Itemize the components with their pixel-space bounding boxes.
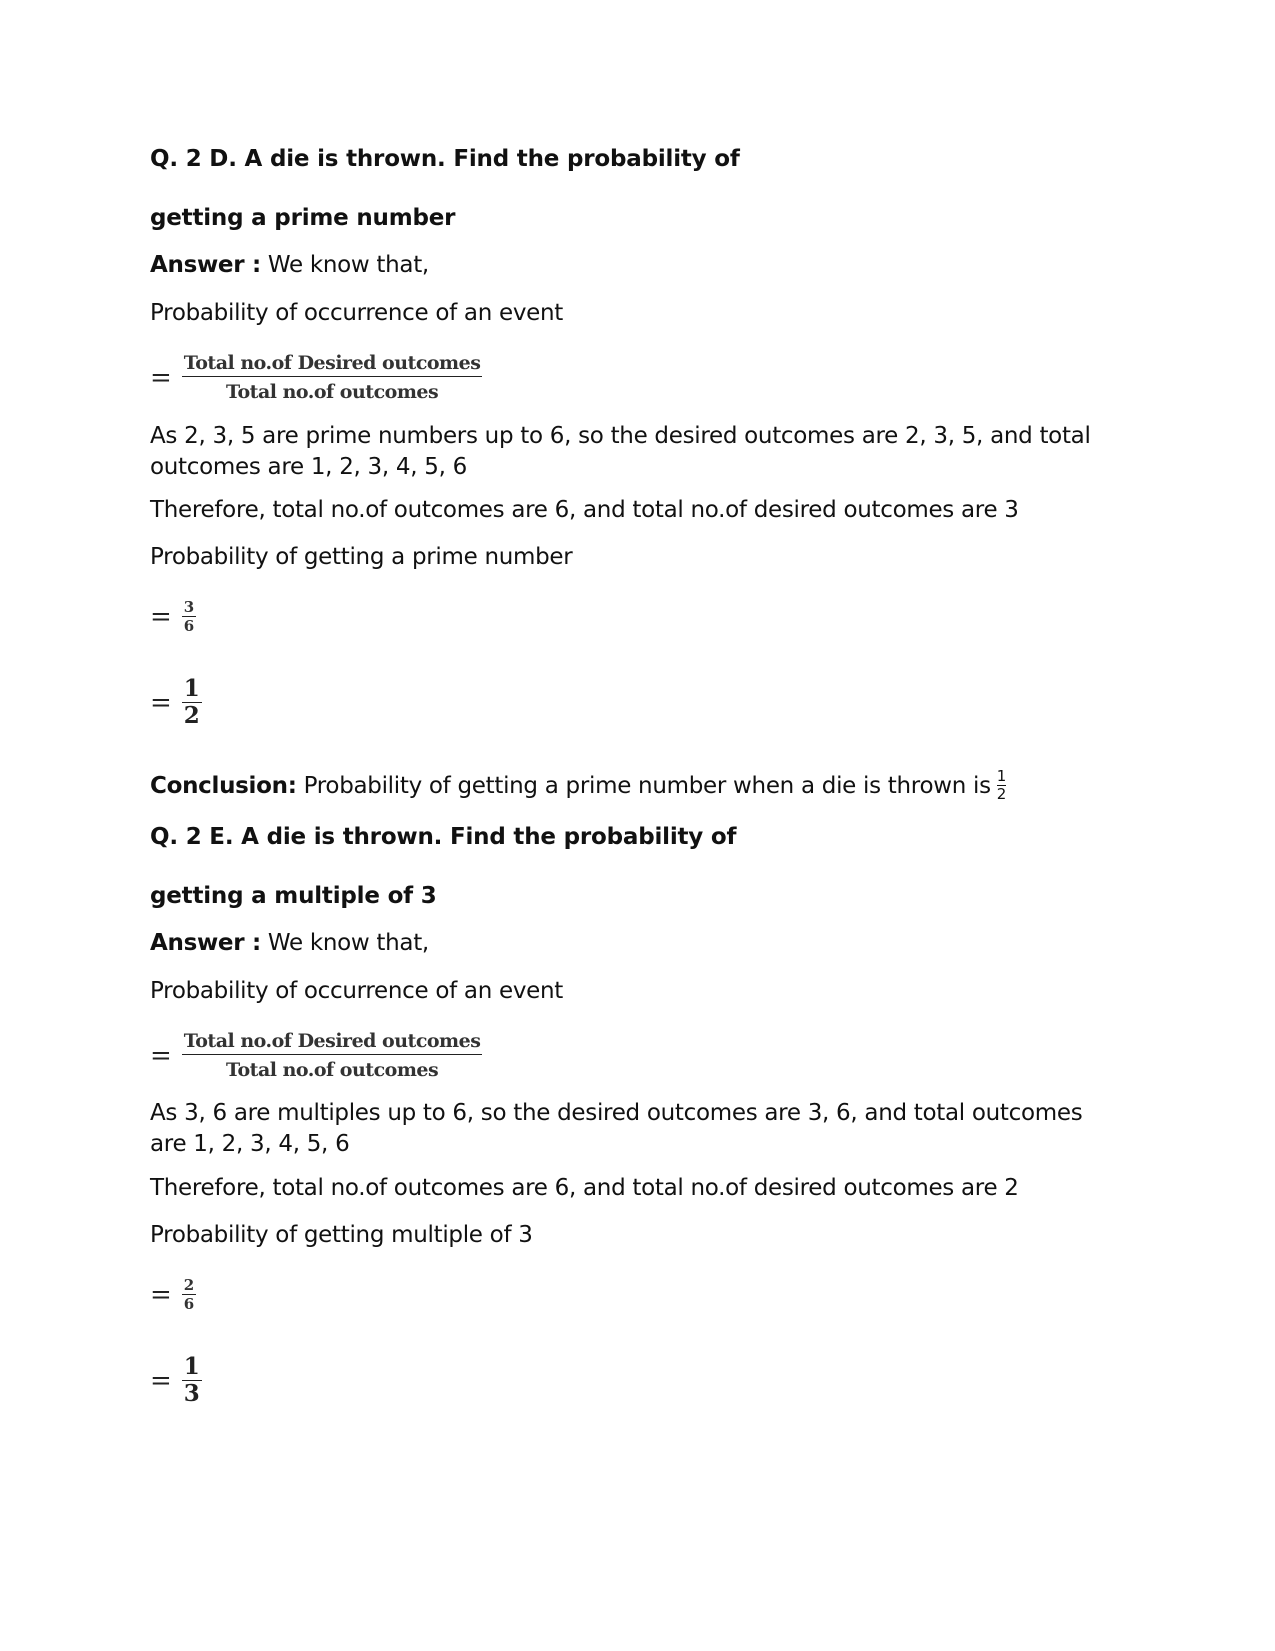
q2d-explain: As 2, 3, 5 are prime numbers up to 6, so the desired outcomes are 2, 3, 5, and total outcomes are 1, 2, 3, 4, 5, 6 — [150, 423, 1091, 480]
equals-sign: = — [150, 1279, 172, 1310]
q2d-step2 — [150, 676, 202, 729]
fraction-numerator: 1 — [183, 675, 200, 702]
q2e-explain: As 3, 6 are multiples up to 6, so the desired outcomes are 3, 6, and total outcomes are 1, 2, 3, 4, 5, 6 — [150, 1100, 1083, 1157]
fraction-denominator: 3 — [183, 1380, 200, 1407]
q2d-formula-fraction — [182, 352, 483, 403]
equals-sign: = — [150, 362, 172, 393]
q2e-prob-event: Probability of occurrence of an event — [150, 978, 564, 1004]
fraction-denominator: Total no.of outcomes — [226, 381, 439, 403]
q2e-formula — [150, 1030, 482, 1081]
q2d-title-line1: Q. 2 D. A die is thrown. Find the probability of — [150, 146, 740, 172]
q2d-answer-text: We know that, — [260, 252, 429, 278]
fraction-denominator: 6 — [183, 1295, 195, 1313]
fraction-numerator: 2 — [183, 1276, 195, 1294]
q2e-formula-fraction — [182, 1030, 483, 1081]
q2d-formula — [150, 352, 482, 403]
q2d-prob-label: Probability of getting a prime number — [150, 544, 573, 570]
fraction-denominator: Total no.of outcomes — [226, 1059, 439, 1081]
q2d-step1-fraction — [182, 598, 196, 635]
q2d-therefore: Therefore, total no.of outcomes are 6, and total no.of desired outcomes are 3 — [150, 497, 1019, 523]
equals-sign: = — [150, 601, 172, 632]
fraction-denominator: 6 — [183, 617, 195, 635]
fraction-numerator: 1 — [183, 1353, 200, 1380]
q2e-title-line1: Q. 2 E. A die is thrown. Find the probability of — [150, 824, 737, 850]
q2e-answer — [150, 930, 429, 956]
q2e-answer-label: Answer : — [150, 930, 261, 956]
q2d-answer-label: Answer : — [150, 252, 261, 278]
q2e-step1-fraction — [182, 1276, 196, 1313]
fraction-denominator: 2 — [183, 702, 200, 729]
q2d-conclusion — [150, 768, 1006, 803]
q2d-title-line2: getting a prime number — [150, 205, 456, 231]
q2d-step1 — [150, 598, 196, 635]
q2e-step2 — [150, 1354, 202, 1407]
equals-sign: = — [150, 1040, 172, 1071]
q2d-step2-fraction — [182, 676, 202, 729]
q2d-answer — [150, 252, 429, 278]
fraction-numerator: 1 — [996, 767, 1007, 785]
q2e-step2-fraction — [182, 1354, 202, 1407]
q2d-prob-event: Probability of occurrence of an event — [150, 300, 564, 326]
equals-sign: = — [150, 687, 172, 718]
fraction-numerator: Total no.of Desired outcomes — [183, 352, 481, 374]
q2d-conclusion-fraction — [997, 768, 1006, 803]
q2d-conclusion-text: Probability of getting a prime number when a die is thrown is — [296, 772, 991, 799]
q2d-conclusion-label: Conclusion: — [150, 772, 297, 799]
fraction-numerator: Total no.of Desired outcomes — [183, 1030, 481, 1052]
q2e-therefore: Therefore, total no.of outcomes are 6, and total no.of desired outcomes are 2 — [150, 1175, 1019, 1201]
q2e-answer-text: We know that, — [260, 930, 429, 956]
fraction-numerator: 3 — [183, 598, 195, 616]
equals-sign: = — [150, 1365, 172, 1396]
q2e-title-line2: getting a multiple of 3 — [150, 883, 437, 909]
q2e-prob-label: Probability of getting multiple of 3 — [150, 1222, 533, 1248]
q2e-step1 — [150, 1276, 196, 1313]
fraction-denominator: 2 — [996, 785, 1007, 803]
